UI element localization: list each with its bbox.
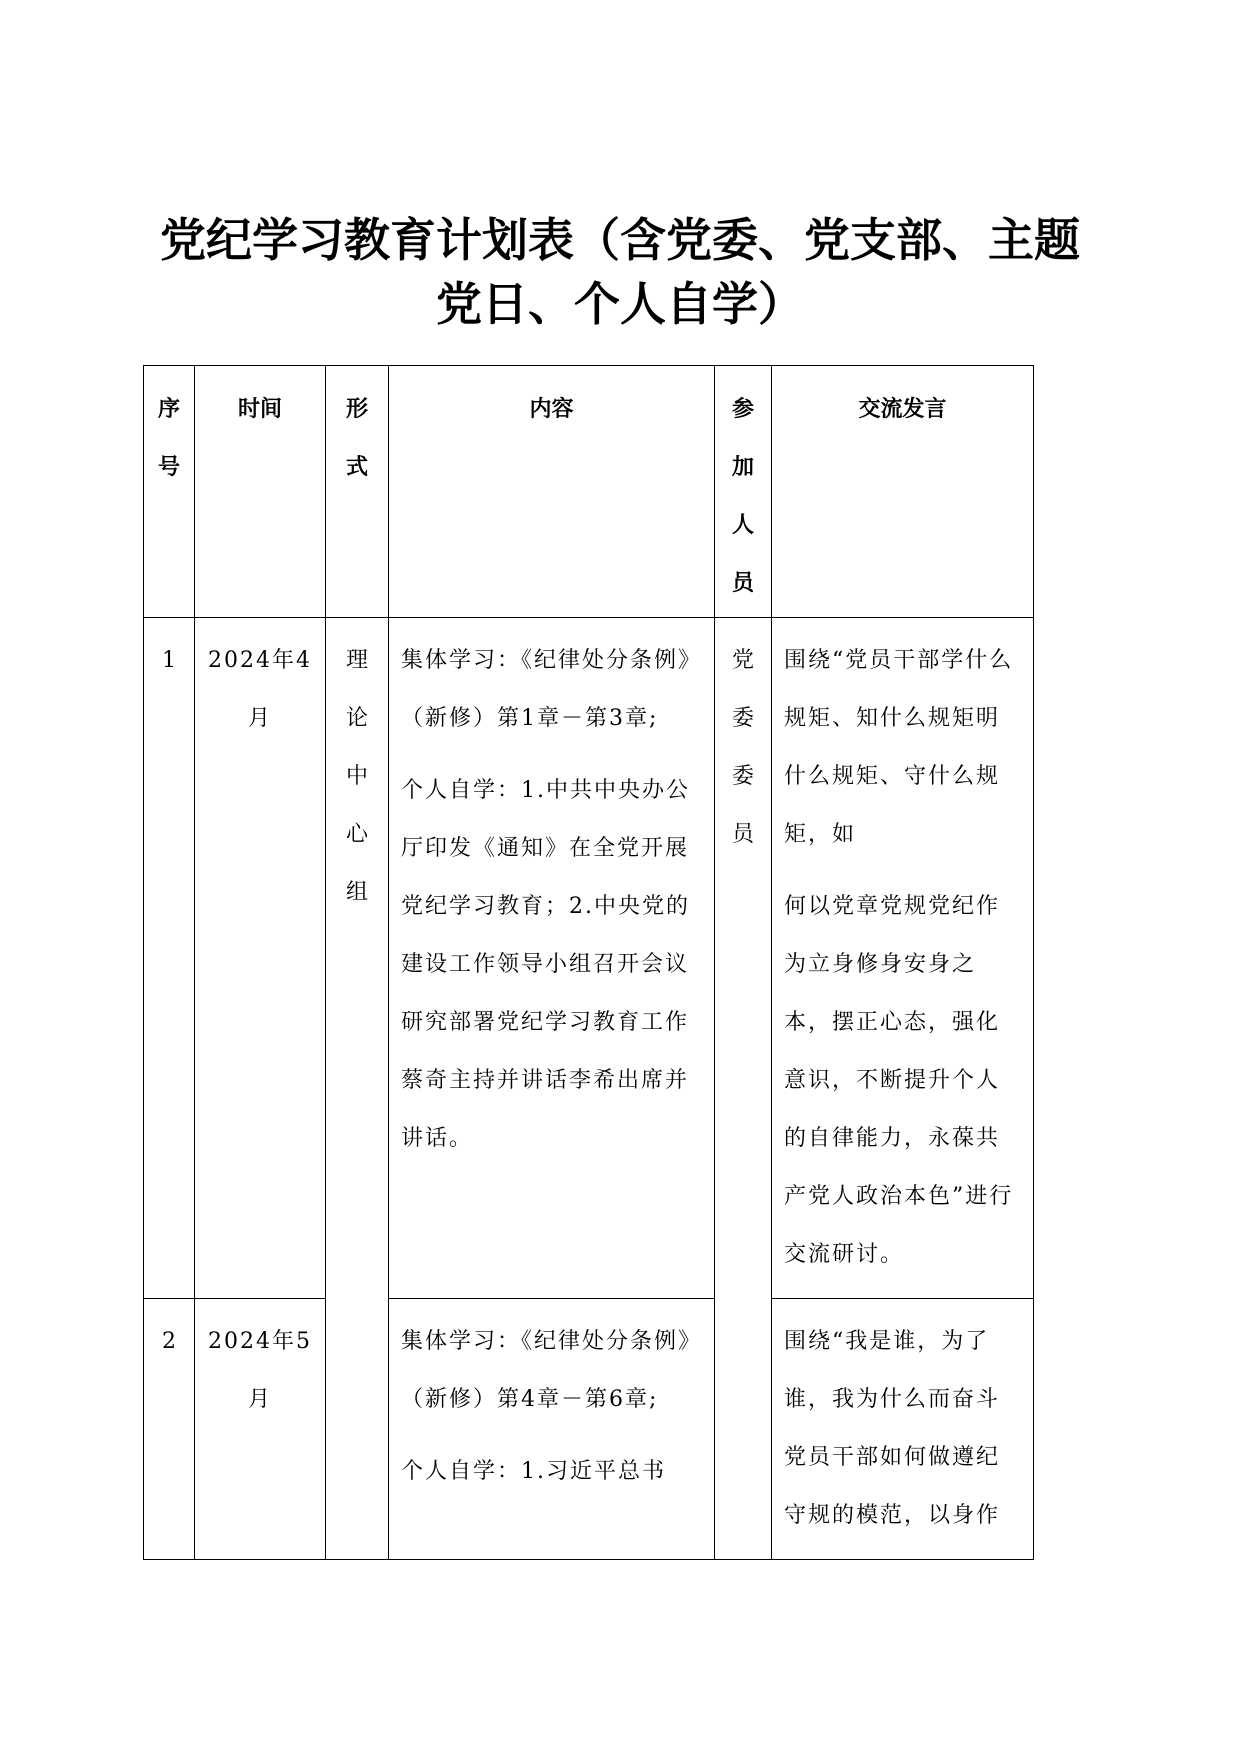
row-content [389, 618, 715, 1299]
exchange-part-1: 围绕“我是谁，为了谁，我为什么而奋斗党员干部如何做遵纪守规的模范，以身作 [784, 1329, 1001, 1528]
exchange-part-2: 何以党章党规党纪作为立身修身安身之本，摆正心态，强化意识，不断提升个人的自律能力，永葆共产党人政治本色”进行交流研讨。 [784, 894, 1014, 1267]
exchange-part-1: 围绕“党员干部学什么规矩、知什么规矩明什么规矩、守什么规矩，如 [784, 648, 1014, 847]
table-row [144, 1299, 1034, 1560]
title-line-1: 党纪学习教育计划表（含党委、党支部、主题 [160, 213, 1080, 267]
document-title [130, 208, 1110, 336]
header-index: 序号 [144, 366, 195, 618]
header-form: 形式 [326, 366, 389, 618]
row-form: 理论中心组 [326, 618, 389, 1560]
header-content: 内容 [389, 366, 715, 618]
row-time: 2024年4月 [195, 618, 326, 1299]
header-exchange: 交流发言 [772, 366, 1034, 618]
row-time: 2024年5月 [195, 1299, 326, 1560]
row-exchange [772, 1299, 1034, 1560]
header-row [144, 366, 1034, 618]
row-index: 2 [144, 1299, 195, 1560]
content-collective-study: 集体学习：《纪律处分条例》（新修）第4章－第6章; [401, 1329, 703, 1412]
header-participants: 参加人员 [715, 366, 772, 618]
content-self-study: 个人自学：1.中共中央办公厅印发《通知》在全党开展党纪学习教育；2.中央党的建设工作领导小组召开会议研究部署党纪学习教育工作蔡奇主持并讲话李希出席并讲话。 [401, 778, 690, 1151]
content-self-study: 个人自学：1.习近平总书 [401, 1459, 666, 1484]
row-content [389, 1299, 715, 1560]
header-time: 时间 [195, 366, 326, 618]
row-participants: 党委委员 [715, 618, 772, 1560]
table-row [144, 618, 1034, 1299]
title-line-2: 党日、个人自学） [436, 277, 804, 331]
row-index: 1 [144, 618, 195, 1299]
row-exchange [772, 618, 1034, 1299]
plan-table [143, 365, 1034, 1560]
content-collective-study: 集体学习：《纪律处分条例》（新修）第1章－第3章; [401, 648, 703, 731]
